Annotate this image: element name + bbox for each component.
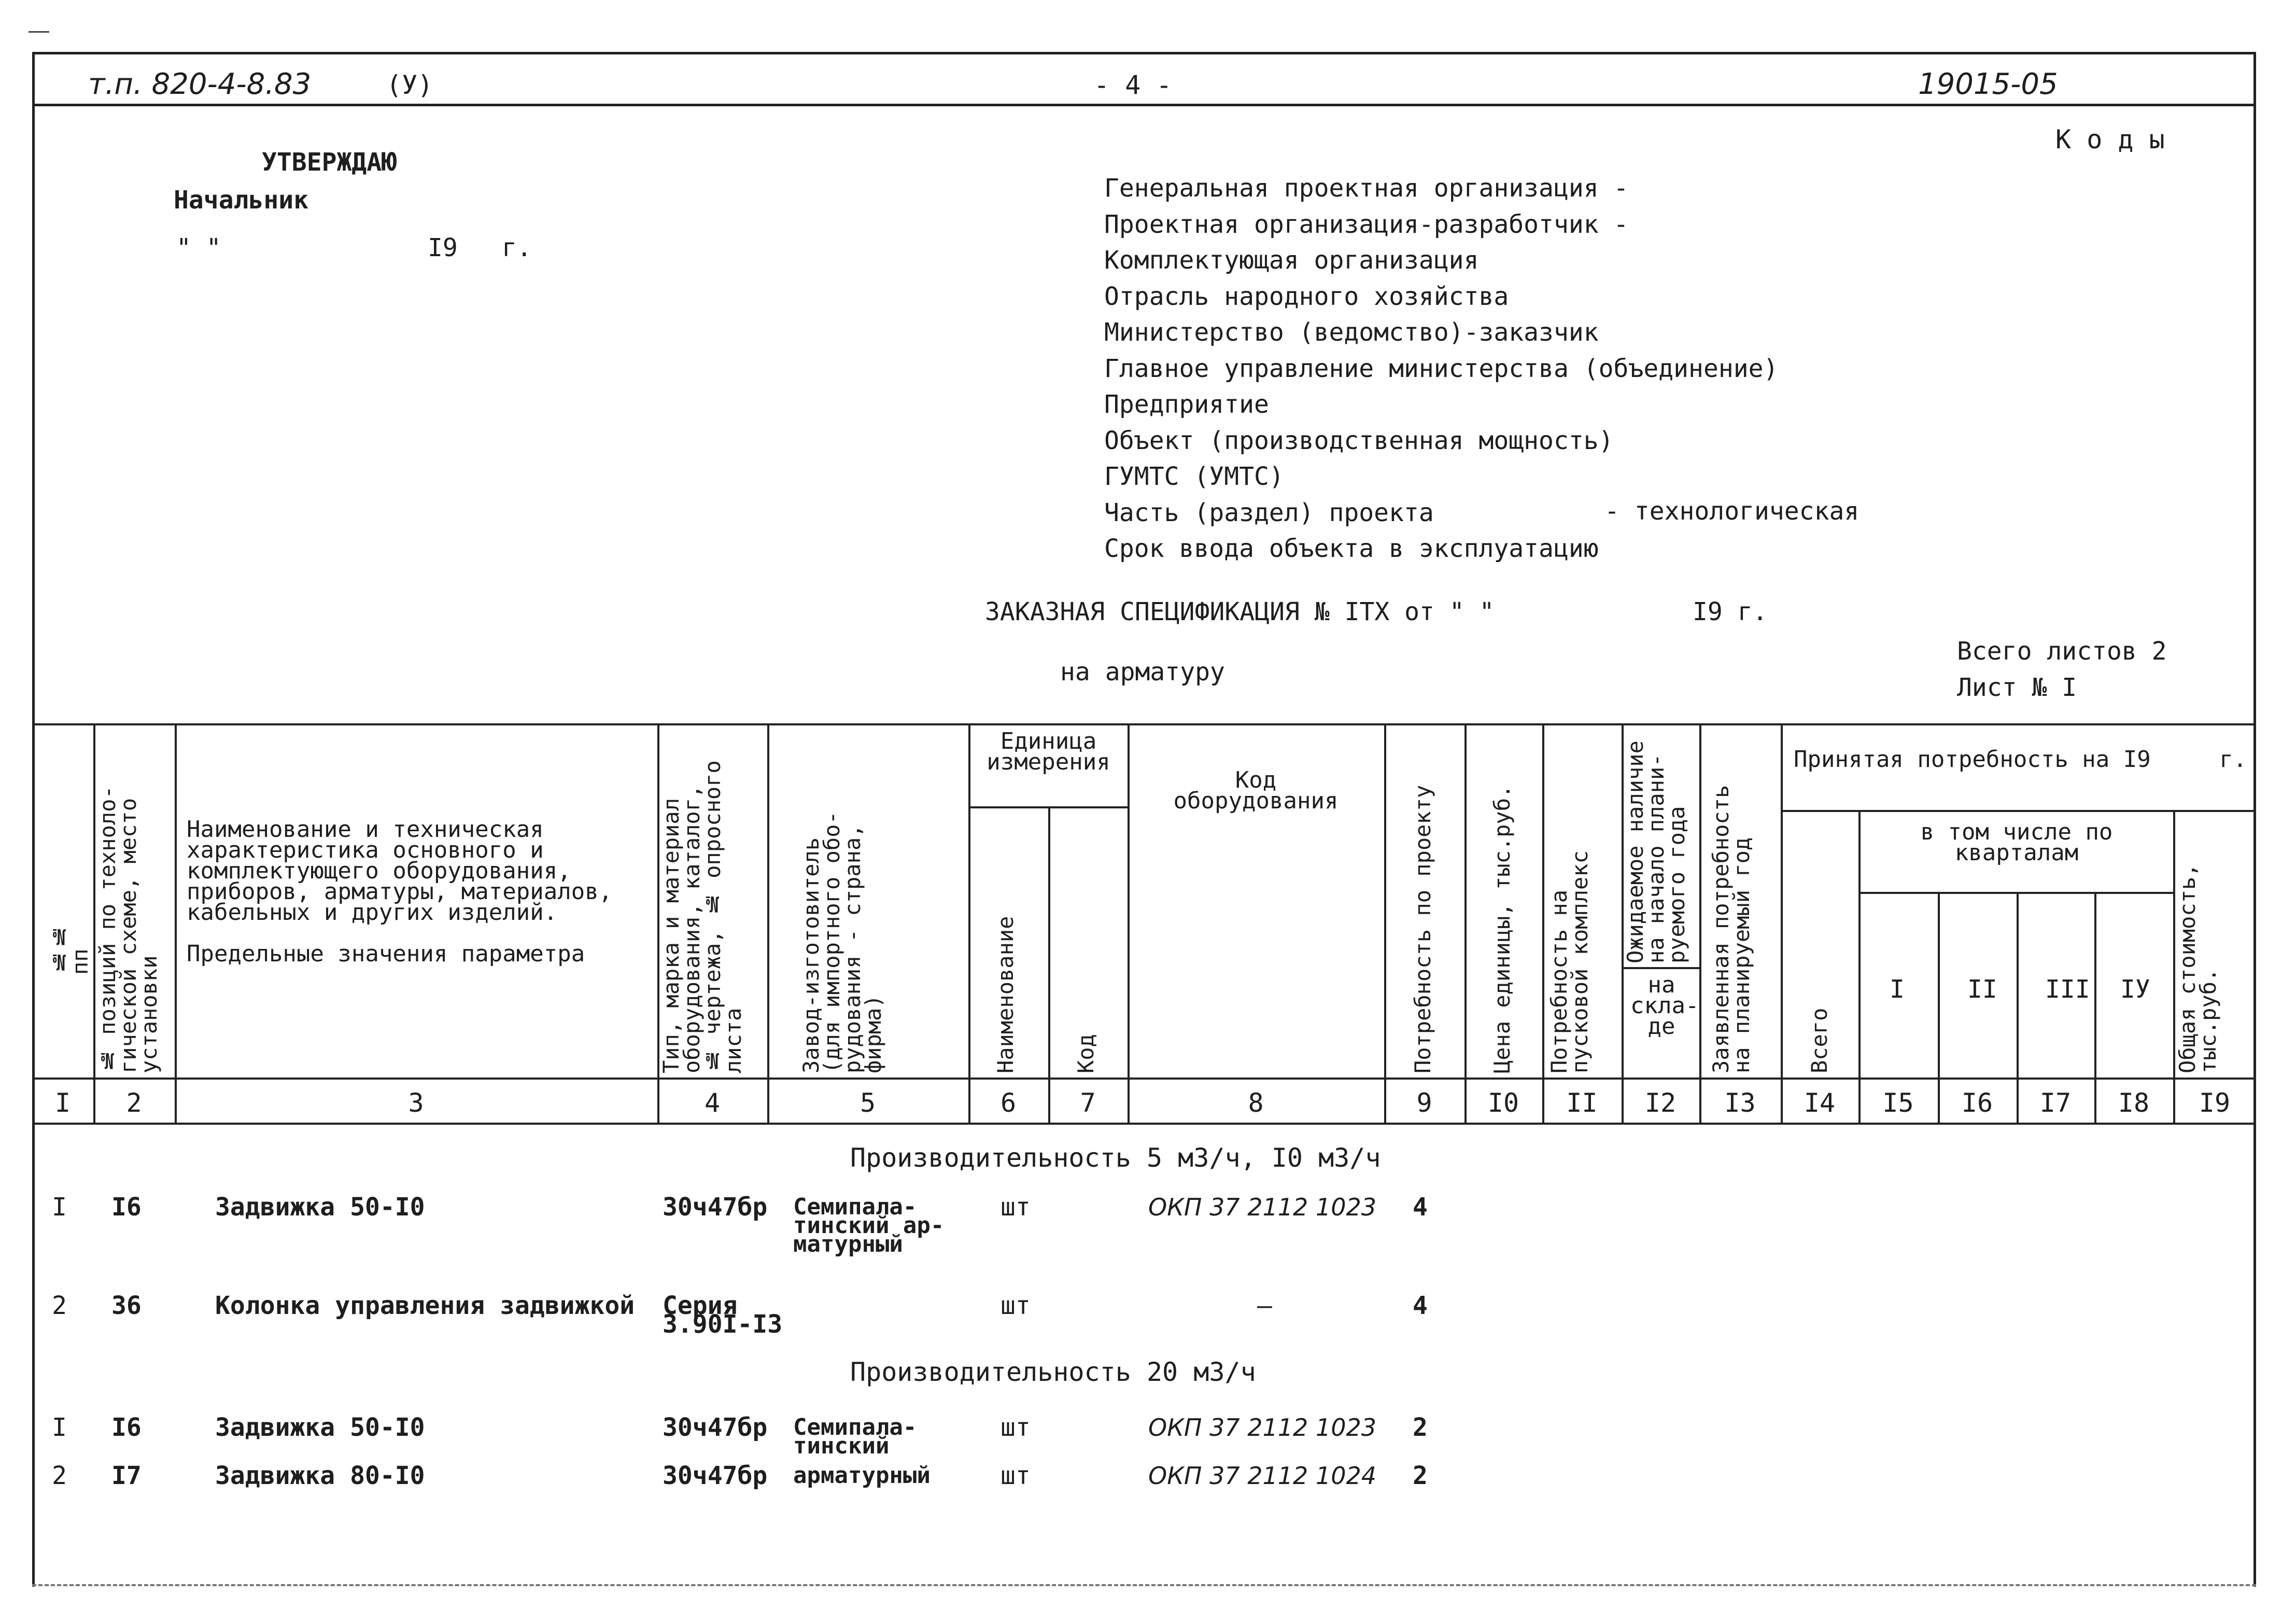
column-number: 3 (408, 1088, 424, 1118)
org-info-line: Министерство (ведомство)-заказчик (1104, 318, 1599, 347)
column-number: I3 (1724, 1088, 1756, 1118)
doc-mark: (У) (386, 70, 433, 100)
header-stock-sub: на скла- де (1630, 972, 1699, 1040)
row-unit: шт (1001, 1461, 1031, 1490)
column-number: I8 (2118, 1088, 2150, 1118)
column-number: I4 (1804, 1088, 1836, 1118)
row-number: 2 (52, 1461, 67, 1490)
row-equipment-code: ОКП 37 2112 1023 (1148, 1193, 1376, 1221)
column-number: I2 (1644, 1088, 1677, 1118)
part-value: - технологическая (1604, 497, 1860, 526)
row-number: I (52, 1193, 67, 1222)
spec-title: ЗАКАЗНАЯ СПЕЦИФИКАЦИЯ № ITX от " " (985, 597, 1495, 626)
column-number: 2 (126, 1088, 142, 1118)
header-type: Тип, марка и материал оборудования, каталог, № чертежа, № опросного листа (658, 760, 746, 1073)
column-number: I9 (2199, 1088, 2231, 1118)
spec-subtitle: на арматуру (1060, 657, 1225, 687)
header-declared-need: Заявленная потребность на планируемый год (1708, 785, 1754, 1073)
org-info-line: Главное управление министерства (объединение) (1104, 354, 1779, 383)
org-info-line: Предприятие (1104, 390, 1269, 419)
column-number: 5 (860, 1088, 876, 1118)
column-number: 4 (704, 1088, 721, 1118)
row-number: I (52, 1413, 67, 1442)
row-quantity: 2 (1413, 1461, 1428, 1490)
header-q4: IУ (2120, 975, 2150, 1004)
row-equipment-code: ОКП 37 2112 1023 (1148, 1414, 1376, 1442)
header-accepted-need: Принятая потребность на I9 г. (1794, 746, 2247, 773)
header-q2: II (1967, 975, 1997, 1004)
row-name: Задвижка 50-I0 (215, 1193, 425, 1222)
header-divider (32, 104, 2256, 106)
row-equipment-code: ОКП 37 2112 1024 (1148, 1462, 1376, 1490)
sheet-code: 19015-05 (1918, 67, 2058, 101)
header-equipment-code: Код оборудования (1173, 767, 1339, 814)
header-q3: III (2045, 975, 2090, 1004)
row-equipment-code: — (1257, 1291, 1272, 1320)
header-maker: Завод-изготовитель (для импортного обо- рудования - страна, фирма) (798, 811, 886, 1073)
row-maker: Семипала- тинский (793, 1414, 917, 1459)
approval-position: Начальник (174, 186, 309, 215)
row-quantity: 2 (1413, 1413, 1428, 1442)
row-position: I7 (111, 1461, 142, 1490)
org-info-line: Объект (производственная мощность) (1104, 426, 1614, 455)
row-position: 36 (111, 1291, 142, 1320)
column-number: I7 (2039, 1088, 2072, 1118)
column-number: 9 (1416, 1088, 1432, 1118)
row-quantity: 4 (1413, 1291, 1428, 1320)
header-position: № позиций по техноло- гической схеме, место установки (95, 786, 162, 1073)
doc-ref: т.п. 820-4-8.83 (88, 67, 312, 101)
header-unit-group: Единица измерения (987, 728, 1110, 775)
org-info-line: Проектная организация-разработчик - (1104, 209, 1629, 239)
org-info-line: ГУМТС (УМТС) (1104, 462, 1284, 491)
org-info-line: Комплектующая организация (1104, 246, 1479, 275)
row-name: Колонка управления задвижкой (215, 1291, 635, 1320)
header-name: Наименование и техническая характеристика основного и комплектующего оборудования, приборов, арматуры, материалов, кабельных и других изделий. Предельные значения параметра (187, 816, 613, 967)
header-row-number: №№ пп (47, 924, 93, 975)
corner-mark (29, 31, 49, 33)
header-q1: I (1890, 975, 1905, 1004)
row-type: 30ч47бр (663, 1193, 768, 1222)
header-quarters-label: в том числе по кварталам (1920, 819, 2113, 866)
row-position: I6 (111, 1413, 142, 1442)
bottom-edge (32, 1584, 2256, 1586)
org-info-line: Генеральная проектная организация - (1104, 174, 1629, 203)
row-quantity: 4 (1413, 1193, 1428, 1222)
column-number: II (1566, 1088, 1598, 1118)
column-number: 8 (1248, 1088, 1264, 1118)
row-maker: Семипала- тинский ар- матурный (793, 1194, 945, 1257)
row-name: Задвижка 80-I0 (215, 1461, 425, 1490)
column-number: I5 (1882, 1088, 1914, 1118)
header-total-cost: Общая стоимость, тыс.руб. (2175, 863, 2221, 1073)
row-unit: шт (1001, 1413, 1031, 1442)
org-info-line: Часть (раздел) проекта (1104, 498, 1434, 527)
org-info-line: Срок ввода объекта в эксплуатацию (1104, 534, 1599, 563)
header-unit-name: Наименование (993, 916, 1018, 1073)
approval-date: " " (176, 233, 221, 262)
row-maker: арматурный (793, 1462, 931, 1489)
row-unit: шт (1001, 1291, 1031, 1320)
row-type: 30ч47бр (663, 1461, 768, 1490)
column-number: I (54, 1088, 71, 1118)
approval-title: УТВЕРЖДАЮ (262, 148, 397, 177)
codes-label: К о д ы (2055, 124, 2165, 155)
row-name: Задвижка 50-I0 (215, 1413, 425, 1442)
spec-year: I9 г. (1693, 597, 1768, 626)
row-number: 2 (52, 1291, 67, 1320)
row-position: I6 (111, 1193, 142, 1222)
row-type: 30ч47бр (663, 1413, 768, 1442)
header-need: Потребность по проекту (1410, 785, 1435, 1073)
column-number: 6 (1000, 1088, 1017, 1118)
org-info-line: Отрасль народного хозяйства (1104, 282, 1509, 311)
row-type: Серия 3.90I-I3 (663, 1291, 783, 1339)
header-price: Цена единицы, тыс.руб. (1489, 785, 1515, 1073)
row-unit: шт (1001, 1193, 1031, 1222)
section-title: Производительность 5 м3/ч, I0 м3/ч (850, 1143, 1381, 1173)
header-unit-code: Код (1073, 1034, 1098, 1073)
approval-year-suffix: г. (502, 233, 532, 262)
header-total: Всего (1807, 1008, 1832, 1073)
column-number: 7 (1080, 1088, 1096, 1118)
header-expected-stock: Ожидаемое наличие на начало плани- руемого года (1623, 740, 1689, 963)
header-launch-need: Потребность на пусковой комплекс (1546, 850, 1593, 1073)
column-number: I6 (1961, 1088, 1993, 1118)
column-number: I0 (1487, 1088, 1519, 1118)
page-number: - 4 - (1094, 70, 1172, 100)
approval-year: I9 (428, 233, 458, 262)
sheet-number: Лист № I (1957, 673, 2077, 702)
total-sheets: Всего листов 2 (1957, 637, 2167, 666)
section-title: Производительность 20 м3/ч (850, 1357, 1256, 1387)
